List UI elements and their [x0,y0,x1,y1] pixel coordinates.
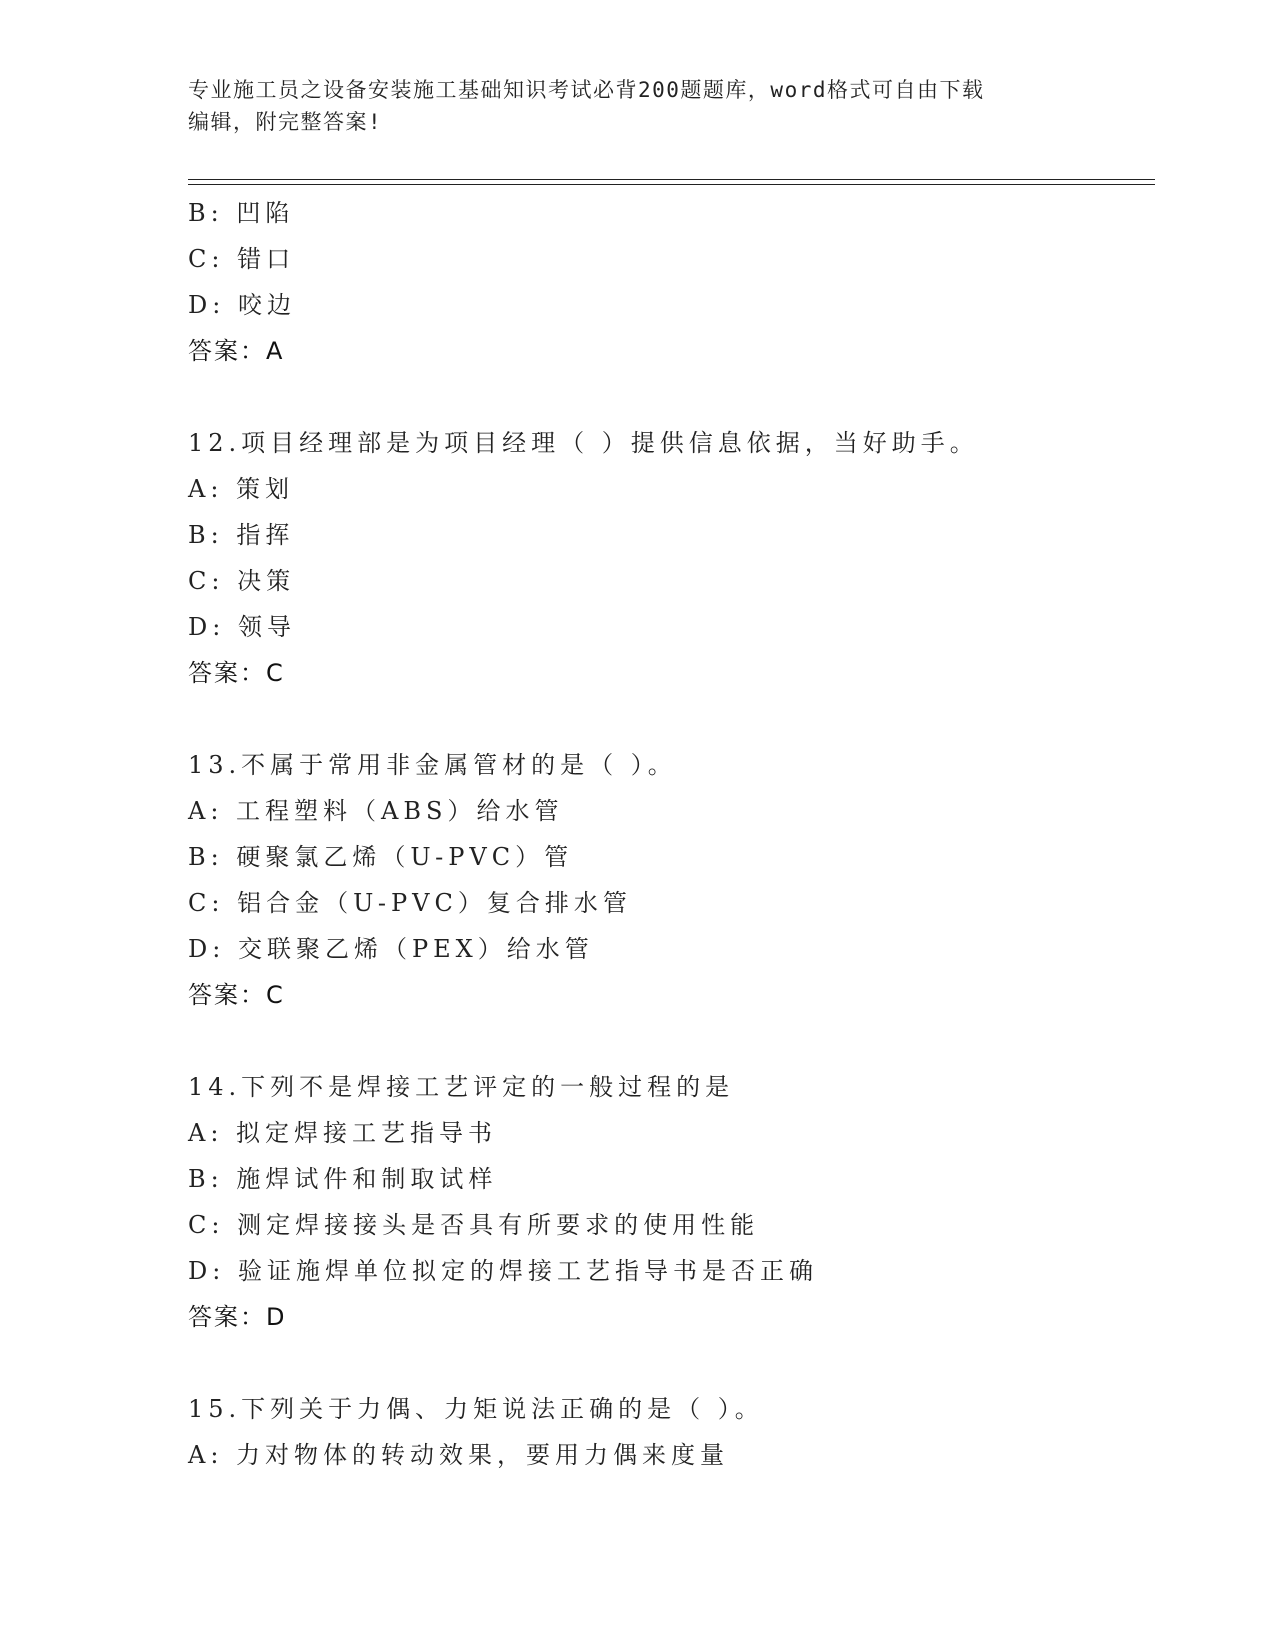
q14-question: 14.下列不是焊接工艺评定的一般过程的是 [188,1073,735,1101]
header-line-2: 编辑，附完整答案! [188,110,383,134]
q13-option-a: A: 工程塑料（ABS）给水管 [188,797,564,825]
q13-question: 13.不属于常用非金属管材的是（ ）。 [188,751,677,779]
question-14-block [188,1064,1148,1340]
question-15-block [188,1386,1148,1478]
header-divider-bottom [188,184,1155,185]
question-13-block [188,742,1148,1018]
q14-option-a: A: 拟定焊接工艺指导书 [188,1119,498,1147]
q15-question: 15.下列关于力偶、力矩说法正确的是（ ）。 [188,1395,764,1423]
q11-option-b: B: 凹陷 [188,199,295,227]
q14-option-c: C: 测定焊接接头是否具有所要求的使用性能 [188,1211,760,1239]
header-divider-top [188,179,1155,180]
q12-option-a: A: 策划 [188,475,295,503]
spacer [188,1340,1148,1386]
q12-answer: 答案：C [188,659,285,687]
q13-option-c: C: 铝合金（U-PVC）复合排水管 [188,889,632,917]
q11-option-c: C: 错口 [188,245,296,273]
question-12-block [188,420,1148,696]
spacer [188,1018,1148,1064]
question-list [188,190,1148,1478]
q15-option-a: A: 力对物体的转动效果，要用力偶来度量 [188,1441,730,1469]
q13-option-b: B: 硬聚氯乙烯（U-PVC）管 [188,843,574,871]
question-11-block [188,190,1148,374]
q12-option-b: B: 指挥 [188,521,295,549]
document-header [188,74,1068,138]
spacer [188,374,1148,420]
q12-option-c: C: 决策 [188,567,296,595]
q14-option-d: D: 验证施焊单位拟定的焊接工艺指导书是否正确 [188,1257,818,1285]
q12-question: 12.项目经理部是为项目经理（ ）提供信息依据，当好助手。 [188,429,979,457]
q12-option-d: D: 领导 [188,613,296,641]
header-line-1: 专业施工员之设备安装施工基础知识考试必背200题题库，word格式可自由下载 [188,78,985,102]
q11-answer: 答案：A [188,337,285,365]
q13-option-d: D: 交联聚乙烯（PEX）给水管 [188,935,594,963]
q11-option-d: D: 咬边 [188,291,296,319]
q14-answer: 答案：D [188,1303,287,1331]
q13-answer: 答案：C [188,981,285,1009]
q14-option-b: B: 施焊试件和制取试样 [188,1165,498,1193]
spacer [188,696,1148,742]
